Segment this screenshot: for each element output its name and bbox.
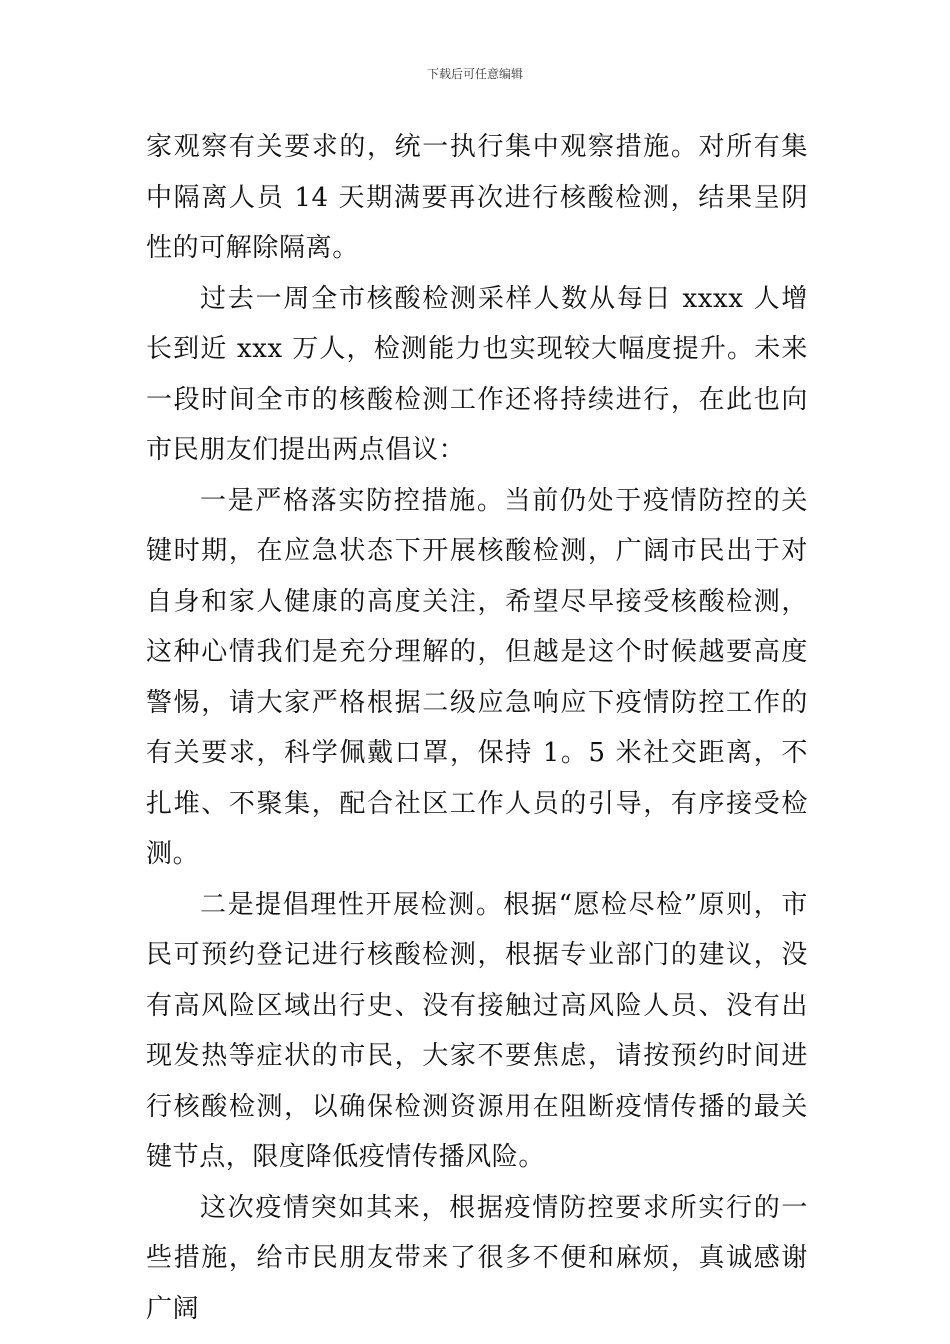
paragraph-proposal-two: 二是提倡理性开展检测。根据“愿检尽检”原则，市民可预约登记进行核酸检测，根据专业部门的建议，没有高风险区域出行史、没有接触过高风险人员、没有出现发热等症状的市民，大家不要焦虑，请按预约时间进行核酸检测，以确保检测资源用在阻断疫情传播的最关键节点，限度降低疫情传播风险。 [146, 889, 808, 1172]
paragraph-testing-capacity: 过去一周全市核酸检测采样人数从每日 xxxx 人增长到近 xxx 万人，检测能力也实现较大幅度提升。未来一段时间全市的核酸检测工作还将持续进行，在此也向市民朋友们提出两点倡议： [146, 283, 808, 465]
paragraph-proposal-one: 一是严格落实防控措施。当前仍处于疫情防控的关键时期，在应急状态下开展核酸检测，广阔市民出于对自身和家人健康的高度关注，希望尽早接受核酸检测，这种心情我们是充分理解的，但越是这个时候越要高度警惕，请大家严格根据二级应急响应下疫情防控工作的有关要求，科学佩戴口罩，保持 1。5 米社交距离，不扎堆、不聚集，配合社区工作人员的引导，有序接受检测。 [146, 485, 808, 869]
page-header: 下载后可任意编辑 [426, 67, 523, 81]
paragraph-thanks: 这次疫情突如其来，根据疫情防控要求所实行的一些措施，给市民朋友带来了很多不便和麻烦，真诚感谢广阔 [146, 1192, 808, 1324]
paragraph-continuation: 家观察有关要求的，统一执行集中观察措施。对所有集中隔离人员 14 天期满要再次进行核酸检测，结果呈阴性的可解除隔离。 [146, 132, 808, 263]
document-body [146, 122, 808, 1334]
